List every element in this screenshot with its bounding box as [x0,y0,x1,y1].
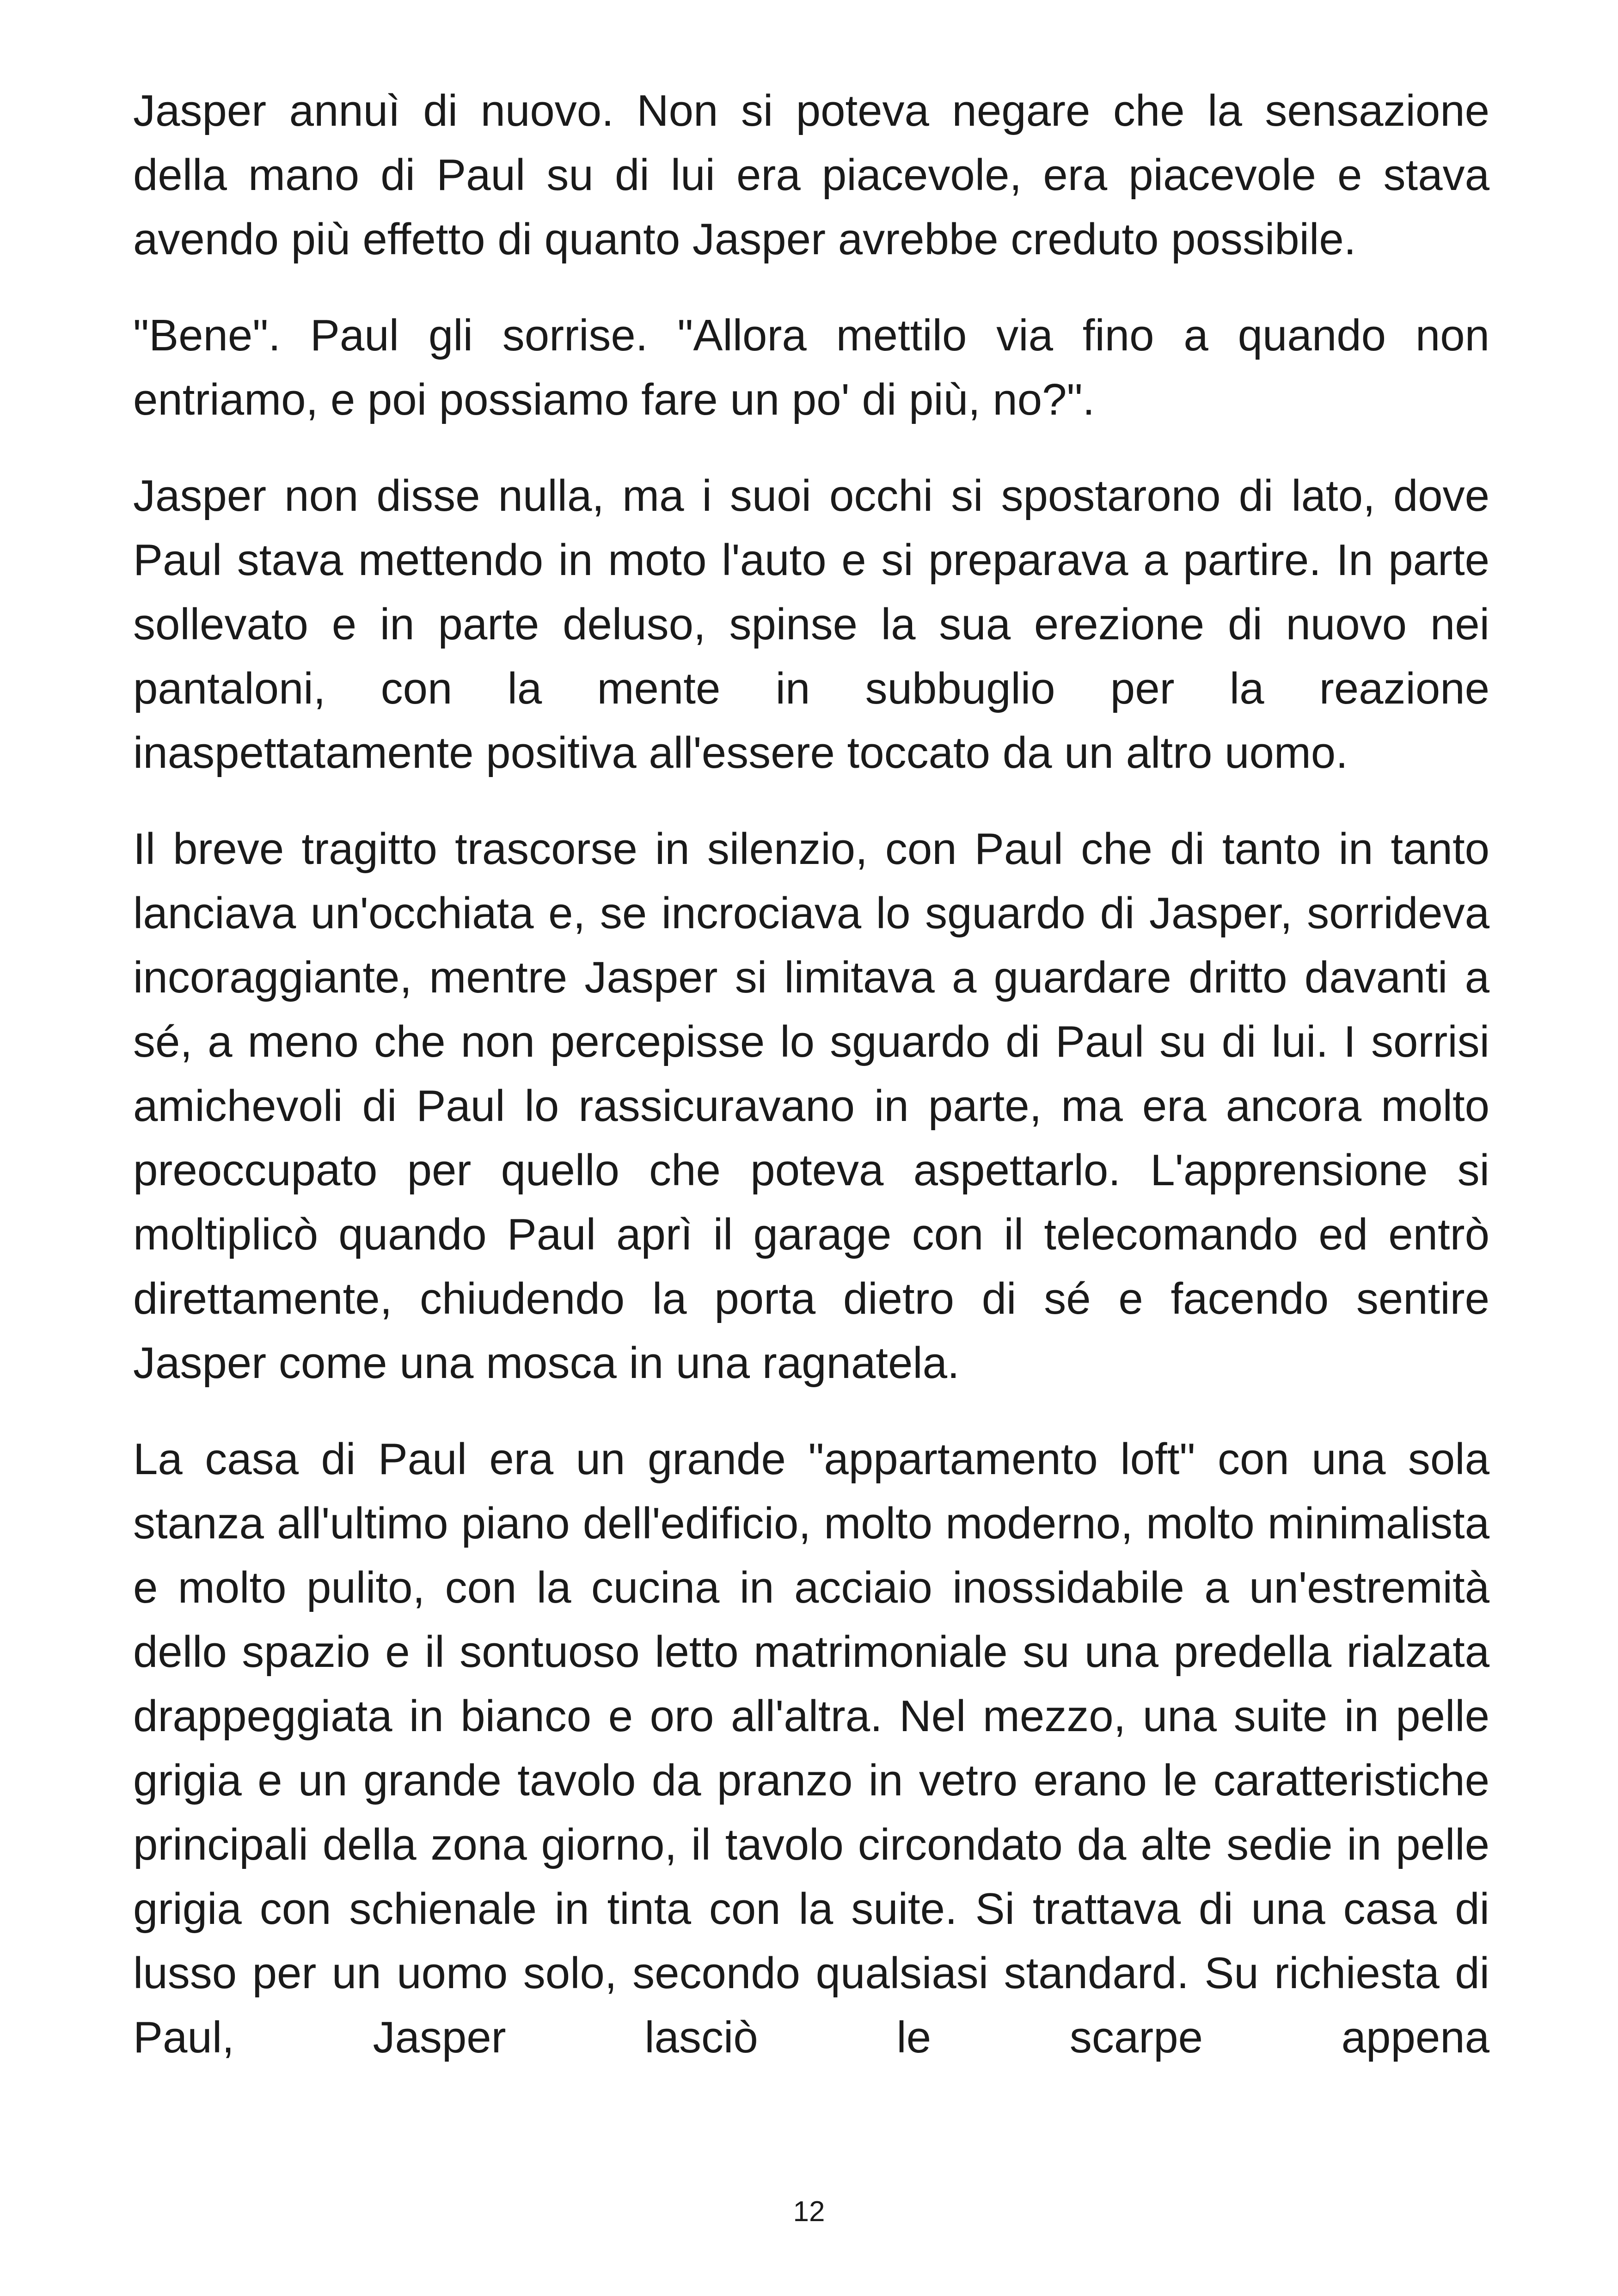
paragraph-5: La casa di Paul era un grande "appartamento loft" con una sola stanza all'ultimo piano dell'edificio, molto moderno, molto minimalista e molto pulito, con la cucina in acciaio inossidabile a un'estremità dello spazio e il sontuoso letto matrimoniale su una predella rialzata drappeggiata in bianco e oro all'altra. Nel mezzo, una suite in pelle grigia e un grande tavolo da pranzo in vetro erano le caratteristiche principali della zona giorno, il tavolo circondato da alte sedie in pelle grigia con schienale in tinta con la suite. Si trattava di una casa di lusso per un uomo solo, secondo qualsiasi standard. Su richiesta di Paul, Jasper lasciò le scarpe appena [133,1434,1489,2062]
paragraph-2: "Bene". Paul gli sorrise. "Allora mettilo via fino a quando non entriamo, e poi possiamo fare un po' di più, no?". [133,311,1489,424]
paragraph-4: Il breve tragitto trascorse in silenzio, con Paul che di tanto in tanto lanciava un'occhiata e, se incrociava lo sguardo di Jasper, sorrideva incoraggiante, mentre Jasper si limitava a guardare dritto davanti a sé, a meno che non percepisse lo sguardo di Paul su di lui. I sorrisi amichevoli di Paul lo rassicuravano in parte, ma era ancora molto preoccupato per quello che poteva aspettarlo. L'apprensione si moltiplicò quando Paul aprì il garage con il telecomando ed entrò direttamente, chiudendo la porta dietro di sé e facendo sentire Jasper come una mosca in una ragnatela. [133,824,1489,1388]
page-number: 12 [793,2196,825,2228]
body-text [133,79,1489,2101]
paragraph-3: Jasper non disse nulla, ma i suoi occhi si spostarono di lato, dove Paul stava mettendo in moto l'auto e si preparava a partire. In parte sollevato e in parte deluso, spinse la sua erezione di nuovo nei pantaloni, con la mente in subbuglio per la reazione inaspettatamente positiva all'essere toccato da un altro uomo. [133,471,1489,778]
paragraph-1: Jasper annuì di nuovo. Non si poteva negare che la sensazione della mano di Paul su di lui era piacevole, era piacevole e stava avendo più effetto di quanto Jasper avrebbe creduto possibile. [133,86,1489,264]
